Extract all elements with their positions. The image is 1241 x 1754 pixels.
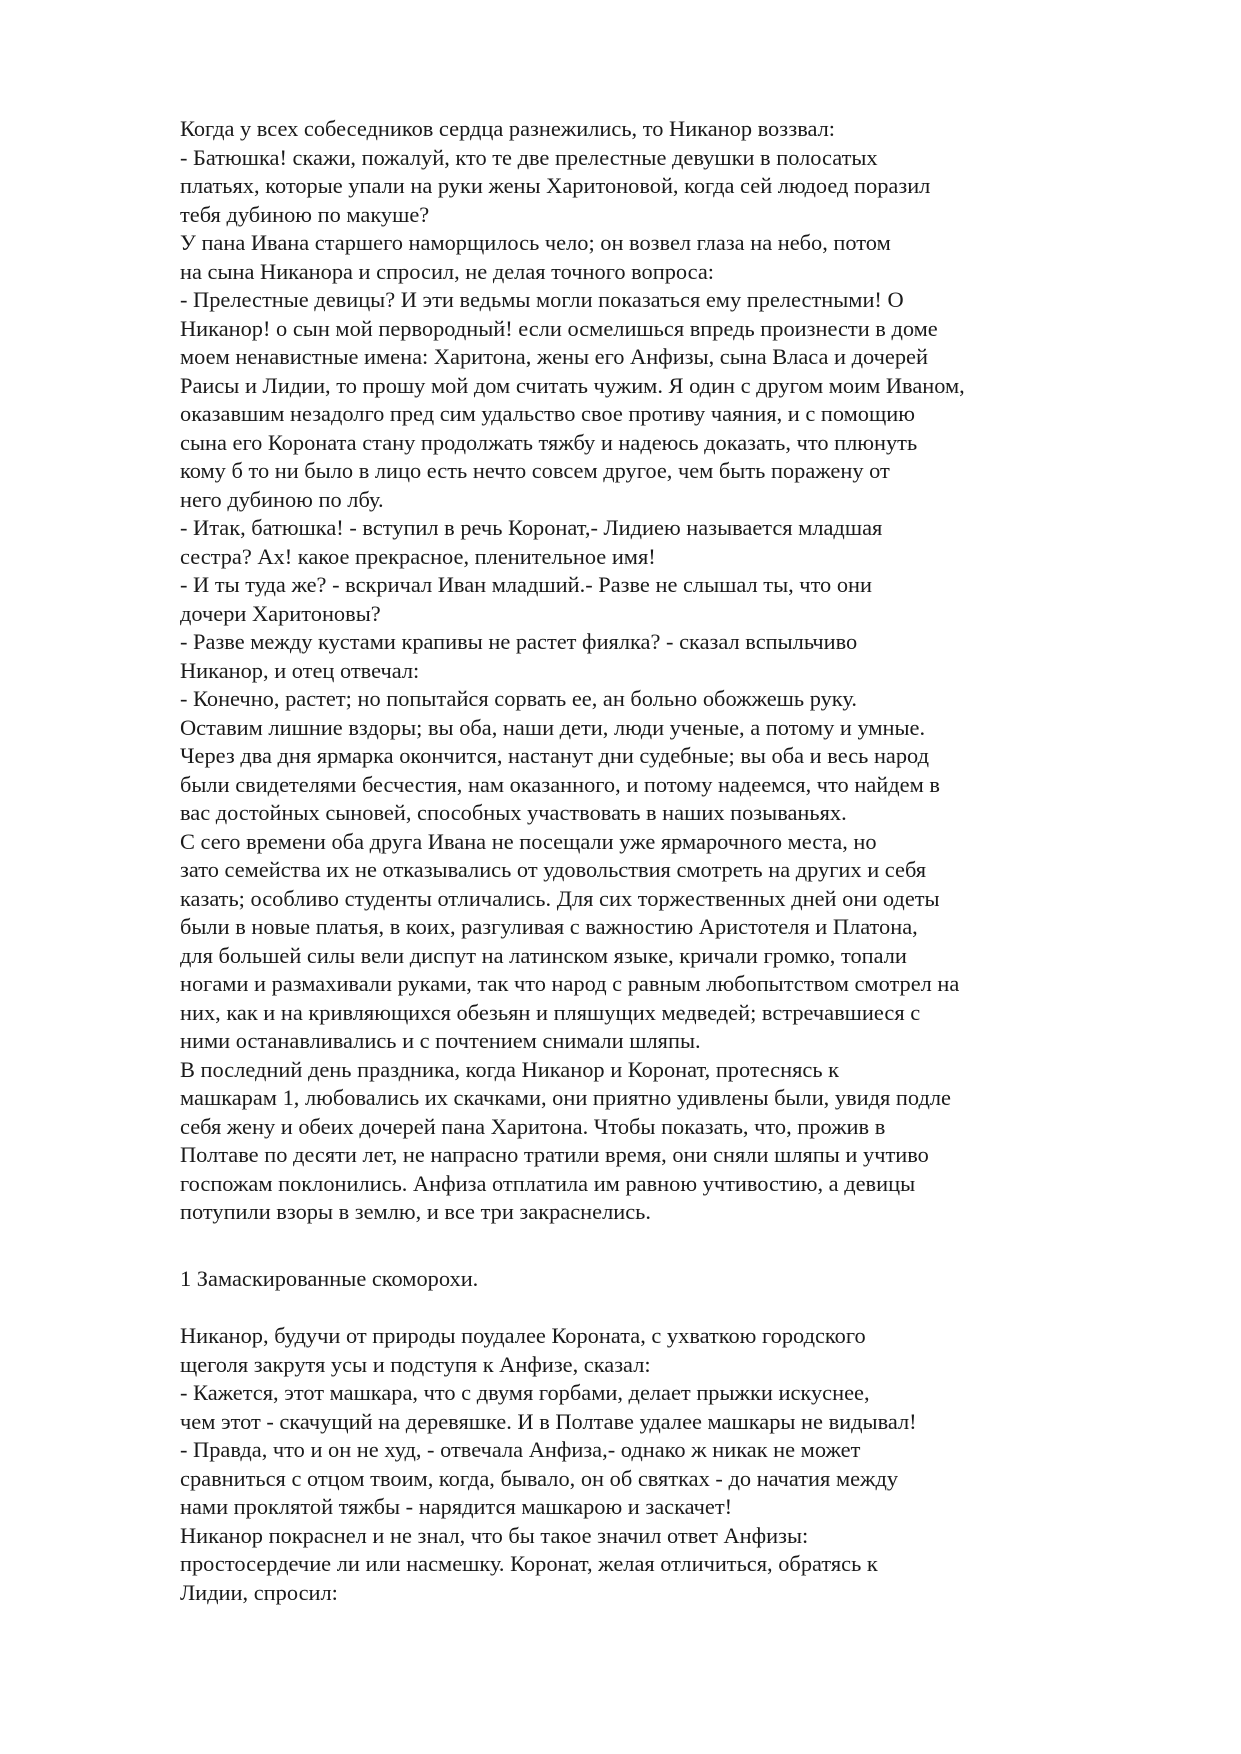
- text-line: С сего времени оба друга Ивана не посещали уже ярмарочного места, но: [180, 828, 877, 854]
- text-line: моем ненавистные имена: Харитона, жены его Анфизы, сына Власа и дочерей: [180, 344, 928, 369]
- text-line: Никанор, и отец отвечал:: [180, 657, 420, 683]
- text-line: потупили взоры в землю, и все три закраснелись.: [180, 1199, 651, 1224]
- text-line: были в новые платья, в коих, разгуливая с важностию Аристотеля и Платона,: [180, 914, 918, 939]
- text-line: дочери Харитоновы?: [180, 600, 381, 626]
- text-line: тебя дубиною по макуше?: [180, 201, 430, 227]
- text-line: В последний день праздника, когда Никанор и Коронат, протеснясь к: [180, 1056, 840, 1082]
- text-line: Раисы и Лидии, то прошу мой дом считать чужим. Я один с другом моим Иваном,: [180, 372, 965, 398]
- text-line: Никанор! о сын мой первородный! если осмелишься впредь произнести в доме: [180, 315, 938, 341]
- text-line: - Итак, батюшка! - вступил в речь Коронат,- Лидиею называется младшая: [180, 515, 883, 540]
- text-line: Никанор покраснел и не знал, что бы такое значил ответ Анфизы:: [180, 1522, 809, 1548]
- text-line: Через два дня ярмарка окончится, настанут дни судебные; вы оба и весь народ: [180, 743, 930, 768]
- text-line: - Прелестные девицы? И эти ведьмы могли показаться ему прелестными! О: [180, 287, 904, 312]
- text-line: платьях, которые упали на руки жены Харитоновой, когда сей людоед поразил: [180, 173, 931, 198]
- text-line: вас достойных сыновей, способных участвовать в наших позываньях.: [180, 800, 847, 825]
- text-line: простосердечие ли или насмешку. Коронат, желая отличиться, обратясь к: [180, 1551, 878, 1576]
- text-line: для большей силы вели диспут на латинском языке, кричали громко, топали: [180, 942, 907, 968]
- text-line: них, как и на кривляющихся обезьян и пляшущих медведей; встречавшиеся с: [180, 999, 921, 1025]
- text-line: казать; особливо студенты отличались. Для сих торжественных дней они одеты: [180, 885, 940, 911]
- text-line: него дубиною по лбу.: [180, 486, 384, 512]
- text-line: Оставим лишние вздоры; вы оба, наши дети, люди ученые, а потому и умные.: [180, 714, 926, 740]
- text-line: У пана Ивана старшего наморщилось чело; он возвел глаза на небо, потом: [180, 230, 891, 255]
- text-line: - Кажется, этот машкара, что с двумя горбами, делает прыжки искуснее,: [180, 1380, 870, 1405]
- text-line: щеголя закрутя усы и подступя к Анфизе, сказал:: [180, 1351, 651, 1377]
- text-line: Когда у всех собеседников сердца разнежились, то Никанор воззвал:: [180, 116, 836, 141]
- text-line: на сына Никанора и спросил, не делая точного вопроса:: [180, 258, 715, 284]
- footnote: [180, 1265, 1080, 1294]
- text-line: кому б то ни было в лицо есть нечто совсем другое, чем быть поражену от: [180, 458, 890, 483]
- text-line: чем этот - скачущий на деревяшке. И в Полтаве удалее машкары не видывал!: [180, 1408, 917, 1434]
- text-line: ними останавливались и с почтением снимали шляпы.: [180, 1028, 701, 1053]
- text-line: - Батюшка! скажи, пожалуй, кто те две прелестные девушки в полосатых: [180, 144, 878, 170]
- text-line: сестра? Ах! какое прекрасное, пленительное имя!: [180, 543, 656, 569]
- text-line: Никанор, будучи от природы поудалее Короната, с ухваткою городского: [180, 1323, 866, 1348]
- text-line: ногами и размахивали руками, так что народ с равным любопытством смотрел на: [180, 971, 960, 996]
- text-line: госпожам поклонились. Анфиза отплатила им равною учтивостию, а девицы: [180, 1170, 916, 1196]
- text-line: - Конечно, растет; но попытайся сорвать ее, ан больно обожжешь руку.: [180, 686, 857, 711]
- footnote-text: 1 Замаскированные скоморохи.: [180, 1266, 479, 1291]
- text-line: машкарам 1, любовались их скачками, они приятно удивлены были, увидя подле: [180, 1085, 951, 1110]
- text-line: Полтаве по десяти лет, не напрасно тратили время, они сняли шляпы и учтиво: [180, 1142, 929, 1167]
- continuation-text-block: [180, 1322, 1080, 1607]
- text-line: - И ты туда же? - вскричал Иван младший.- Разве не слышал ты, что они: [180, 572, 873, 597]
- text-line: оказавшим незадолго пред сим удальство свое противу чаяния, и с помощию: [180, 401, 915, 426]
- text-line: - Разве между кустами крапивы не растет фиялка? - сказал вспыльчиво: [180, 629, 858, 654]
- text-line: - Правда, что и он не худ, - отвечала Анфиза,- однако ж никак не может: [180, 1437, 861, 1462]
- text-line: себя жену и обеих дочерей пана Харитона. Чтобы показать, что, прожив в: [180, 1113, 886, 1139]
- text-line: были свидетелями бесчестия, нам оказанного, и потому надеемся, что найдем в: [180, 771, 940, 797]
- text-line: сына его Короната стану продолжать тяжбу и надеюсь доказать, что плюнуть: [180, 429, 918, 455]
- text-line: Лидии, спросил:: [180, 1579, 338, 1605]
- main-text-block: [180, 115, 1080, 1227]
- text-line: сравниться с отцом твоим, когда, бывало, он об святках - до начатия между: [180, 1465, 899, 1491]
- text-line: зато семейства их не отказывались от удовольствия смотреть на других и себя: [180, 857, 927, 882]
- text-line: нами проклятой тяжбы - нарядится машкарою и заскачет!: [180, 1494, 733, 1519]
